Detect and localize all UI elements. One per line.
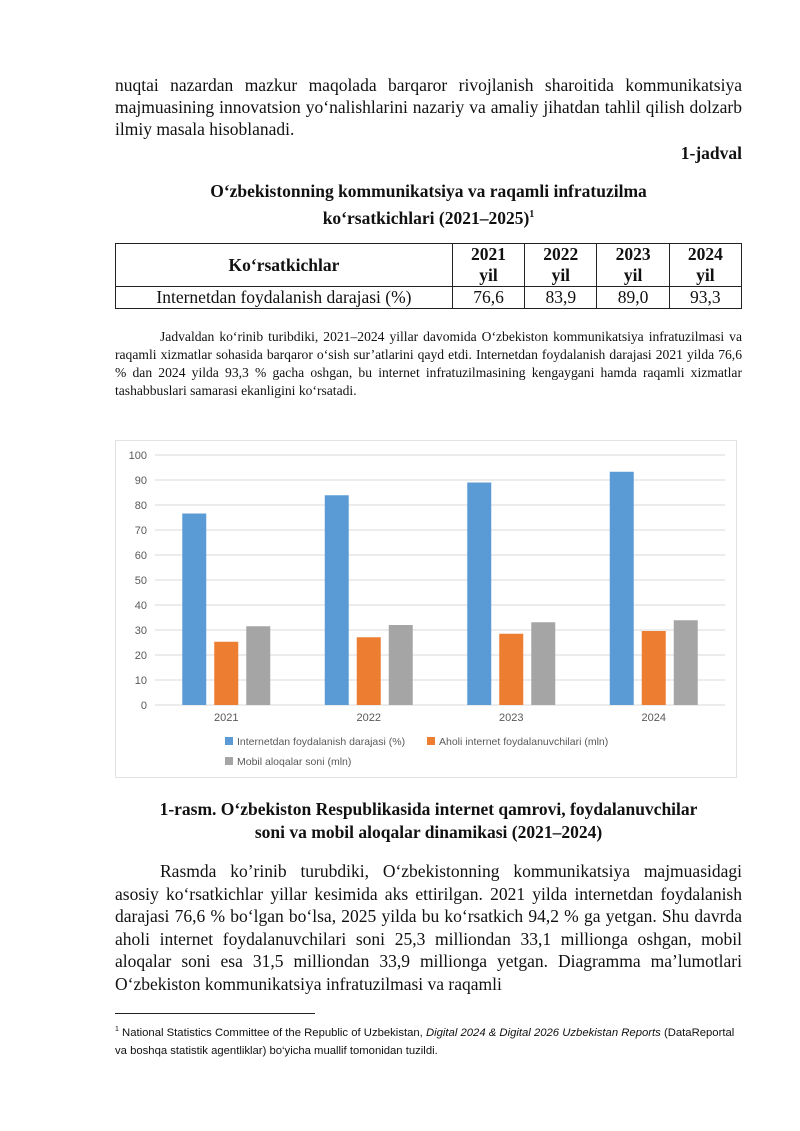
legend-swatch: [225, 737, 233, 745]
bar-chart: [115, 440, 737, 778]
legend-label: Internetdan foydalanish darajasi (%): [237, 736, 406, 748]
footnote: [115, 1021, 742, 1060]
table-header-year: 2021 yil: [452, 244, 524, 287]
bar: [325, 495, 349, 705]
y-tick-label: 50: [134, 575, 147, 587]
y-tick-label: 60: [134, 550, 147, 562]
legend-swatch: [427, 737, 435, 745]
figure-analysis-paragraph: Rasmda ko’rinib turubdiki, O‘zbekistonning kommunikatsiya majmuasidagi asosiy ko‘rsatkichlar yillar kesimida aks ettirilgan. 2021 yilda internetdan foydalanish darajasi 76,6 % bo‘lgan bo‘lsa, 2025 yilda bu ko‘rsatkich 94,2 % ga yetgan. Shu davrda aholi internet foydalanuvchilari soni 25,3 milliondan 33,1 millionga oshgan, mobil aloqalar soni esa 31,5 milliondan 33,9 millionga yetgan. Diagramma ma’lumotlari O‘zbekiston kommunikatsiya infratuzilmasi va raqamli: [115, 861, 742, 994]
y-tick-label: 30: [134, 625, 147, 637]
table-header-row: [116, 244, 742, 287]
table-title: [115, 180, 742, 230]
legend-swatch: [225, 757, 233, 765]
y-tick-label: 100: [128, 450, 147, 462]
footnote-reference[interactable]: 1: [529, 209, 535, 220]
y-tick-label: 70: [134, 525, 147, 537]
table-cell: 76,6: [452, 287, 524, 309]
legend-label: Aholi internet foydalanuvchilari (mln): [439, 736, 609, 748]
bar: [467, 483, 491, 706]
bar: [214, 642, 238, 705]
table-row-label: Internetdan foydalanish darajasi (%): [116, 287, 453, 309]
bar: [246, 626, 270, 705]
figure-caption: [115, 798, 742, 844]
y-tick-label: 10: [134, 675, 147, 687]
indicators-table: [115, 243, 742, 309]
intro-paragraph: nuqtai nazardan mazkur maqolada barqaror rivojlanish sharoitida kommunikatsiya majmuasining innovatsion yo‘nalishlarini nazariy va amaliy jihatdan tahlil qilish dolzarb ilmiy masala hisoblanadi.: [115, 75, 742, 139]
bar: [389, 625, 413, 705]
table-header-year: 2024 yil: [669, 244, 741, 287]
bar: [674, 620, 698, 705]
x-tick-label: 2022: [356, 712, 381, 724]
footnote-italic: Digital 2024 & Digital 2026 Uzbekistan Reports: [425, 1026, 661, 1039]
y-tick-label: 0: [140, 700, 147, 712]
table-header-year: 2022 yil: [525, 244, 597, 287]
table-header-label: Ko‘rsatkichlar: [116, 244, 453, 287]
y-tick-label: 20: [134, 650, 147, 662]
table-title-line1: O‘zbekistonning kommunikatsiya va raqamli infratuzilma: [210, 181, 647, 201]
bar: [610, 472, 634, 705]
bar: [531, 622, 555, 705]
table-label: 1-jadval: [680, 143, 742, 163]
legend-label: Mobil aloqalar soni (mln): [237, 756, 352, 768]
bar: [357, 637, 381, 705]
footnote-divider: [115, 1013, 315, 1014]
table-title-line2: ko‘rsatkichlari (2021–2025): [322, 207, 530, 228]
x-tick-label: 2021: [214, 712, 239, 724]
bar: [182, 514, 206, 706]
table-analysis-paragraph: Jadvaldan ko‘rinib turibdiki, 2021–2024 yillar davomida O‘zbekiston kommunikatsiya infratuzilmasi va raqamli xizmatlar sohasida barqaror o‘sish sur’atlarini qayd etdi. Internetdan foydalanish darajasi 2021 yilda 76,6 % dan 2024 yilda 93,3 % gacha oshgan, bu internet infratuzilmasining kengaygani hamda raqamli xizmatlar tashabbuslari samarasi ekanligini ko‘rsatadi.: [115, 329, 742, 398]
footnote-text: National Statistics Committee of the Republic of Uzbekistan,: [122, 1026, 426, 1039]
bar: [642, 631, 666, 705]
table-header-year: 2023 yil: [597, 244, 669, 287]
x-tick-label: 2023: [499, 712, 524, 724]
bar: [499, 634, 523, 705]
footnote-tail: (DataReportal va boshqa statistik agentliklar) bo‘yicha muallif tomonidan tuzildi.: [115, 1026, 735, 1057]
y-tick-label: 90: [134, 475, 147, 487]
figure-caption-line1: 1-rasm. O‘zbekiston Respublikasida internet qamrovi, foydalanuvchilar: [159, 799, 698, 819]
y-tick-label: 40: [134, 600, 147, 612]
footnote-mark: 1: [115, 1026, 119, 1033]
table-cell: 93,3: [669, 287, 741, 309]
table-cell: 89,0: [597, 287, 669, 309]
table-cell: 83,9: [525, 287, 597, 309]
figure-caption-line2: soni va mobil aloqalar dinamikasi (2021–2024): [254, 822, 603, 842]
bar-chart-svg: [115, 440, 737, 778]
chart-frame: [116, 441, 737, 778]
table-row: [116, 287, 742, 309]
x-tick-label: 2024: [641, 712, 666, 724]
y-tick-label: 80: [134, 500, 147, 512]
